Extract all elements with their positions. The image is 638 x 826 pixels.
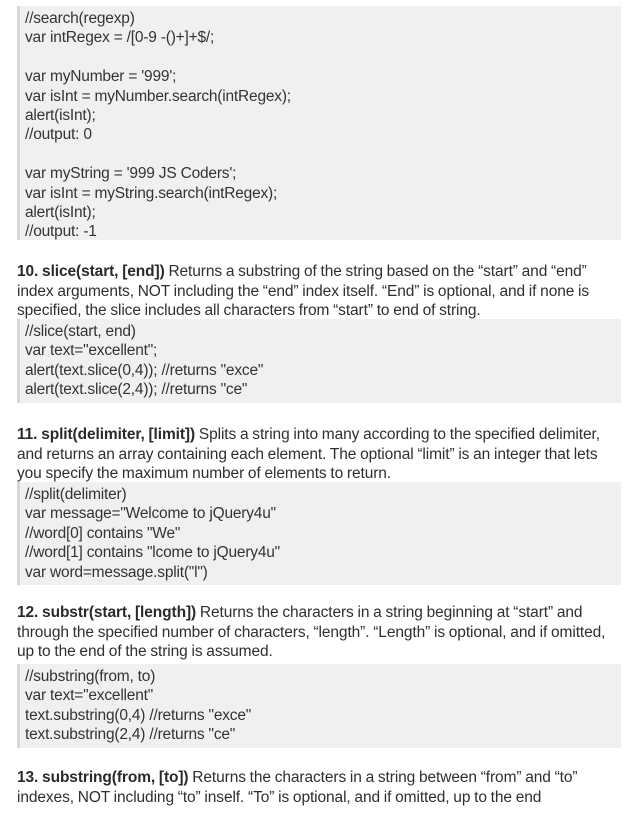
- code-line: //search(regexp): [25, 10, 135, 27]
- code-line: alert(isInt);: [25, 203, 96, 221]
- section-substring: [17, 768, 621, 807]
- code-line: [25, 48, 615, 67]
- code-line: //output: -1: [25, 223, 97, 241]
- code-block-split: [17, 482, 621, 585]
- code-line: //substring(from, to): [25, 668, 156, 685]
- code-line: var text="excellent";: [25, 342, 158, 360]
- code-line: //split(delimiter): [25, 486, 127, 503]
- code-block-search: [17, 6, 621, 240]
- section-text: Returns a substring of the string based on the “start” and “end” index arguments, NOT including the “end” index itself. “End” is optional, and if none is specified, the slice includes all characters from “start” to end of string.: [17, 263, 590, 320]
- section-text: Splits a string into many according to the specified delimiter, and returns an array containing each element. The optional “limit” is an integer that lets you specify the maximum number of elements to return.: [17, 426, 600, 483]
- code-line: var myString = '999 JS Coders';: [25, 165, 237, 183]
- section-text: Returns the characters in a string beginning at “start” and through the specified number of characters, “length”. “Length” is optional, and if omitted, up to the end of the string is assumed.: [17, 604, 606, 661]
- code-line: alert(isInt);: [25, 106, 96, 124]
- section-heading: 13. substring(from, [to]): [17, 769, 189, 786]
- section-slice: [17, 262, 621, 321]
- code-line: var message="Welcome to jQuery4u": [25, 505, 276, 523]
- code-line: var intRegex = /[0-9 -()+]+$/;: [25, 29, 215, 47]
- section-text: Returns the characters in a string between “from” and “to” indexes, NOT including “to” inself. “To” is optional, and if omitted, up to the end: [17, 769, 578, 806]
- section-heading: 11. split(delimiter, [limit]): [17, 426, 196, 443]
- code-line: var isInt = myString.search(intRegex);: [25, 184, 278, 202]
- code-line: var word=message.split("l"): [25, 563, 208, 581]
- section-heading: 10. slice(start, [end]): [17, 263, 165, 280]
- code-line: var myNumber = '999';: [25, 68, 177, 86]
- section-split: [17, 425, 621, 484]
- section-heading: 12. substr(start, [length]): [17, 604, 197, 621]
- code-block-slice: [17, 319, 621, 403]
- code-line: text.substring(0,4) //returns "exce": [25, 706, 252, 724]
- code-line: //word[1] contains "lcome to jQuery4u": [25, 544, 280, 562]
- code-line: [25, 145, 615, 164]
- code-block-substring: [17, 664, 621, 748]
- code-line: var isInt = myNumber.search(intRegex);: [25, 87, 291, 105]
- code-line: //output: 0: [25, 126, 92, 144]
- section-substr: [17, 603, 621, 662]
- code-line: alert(text.slice(0,4)); //returns "exce": [25, 361, 264, 379]
- code-line: alert(text.slice(2,4)); //returns "ce": [25, 381, 248, 399]
- code-line: var text="excellent": [25, 687, 154, 705]
- code-line: text.substring(2,4) //returns "ce": [25, 726, 236, 744]
- code-line: //slice(start, end): [25, 323, 136, 340]
- code-line: //word[0] contains "We": [25, 524, 181, 542]
